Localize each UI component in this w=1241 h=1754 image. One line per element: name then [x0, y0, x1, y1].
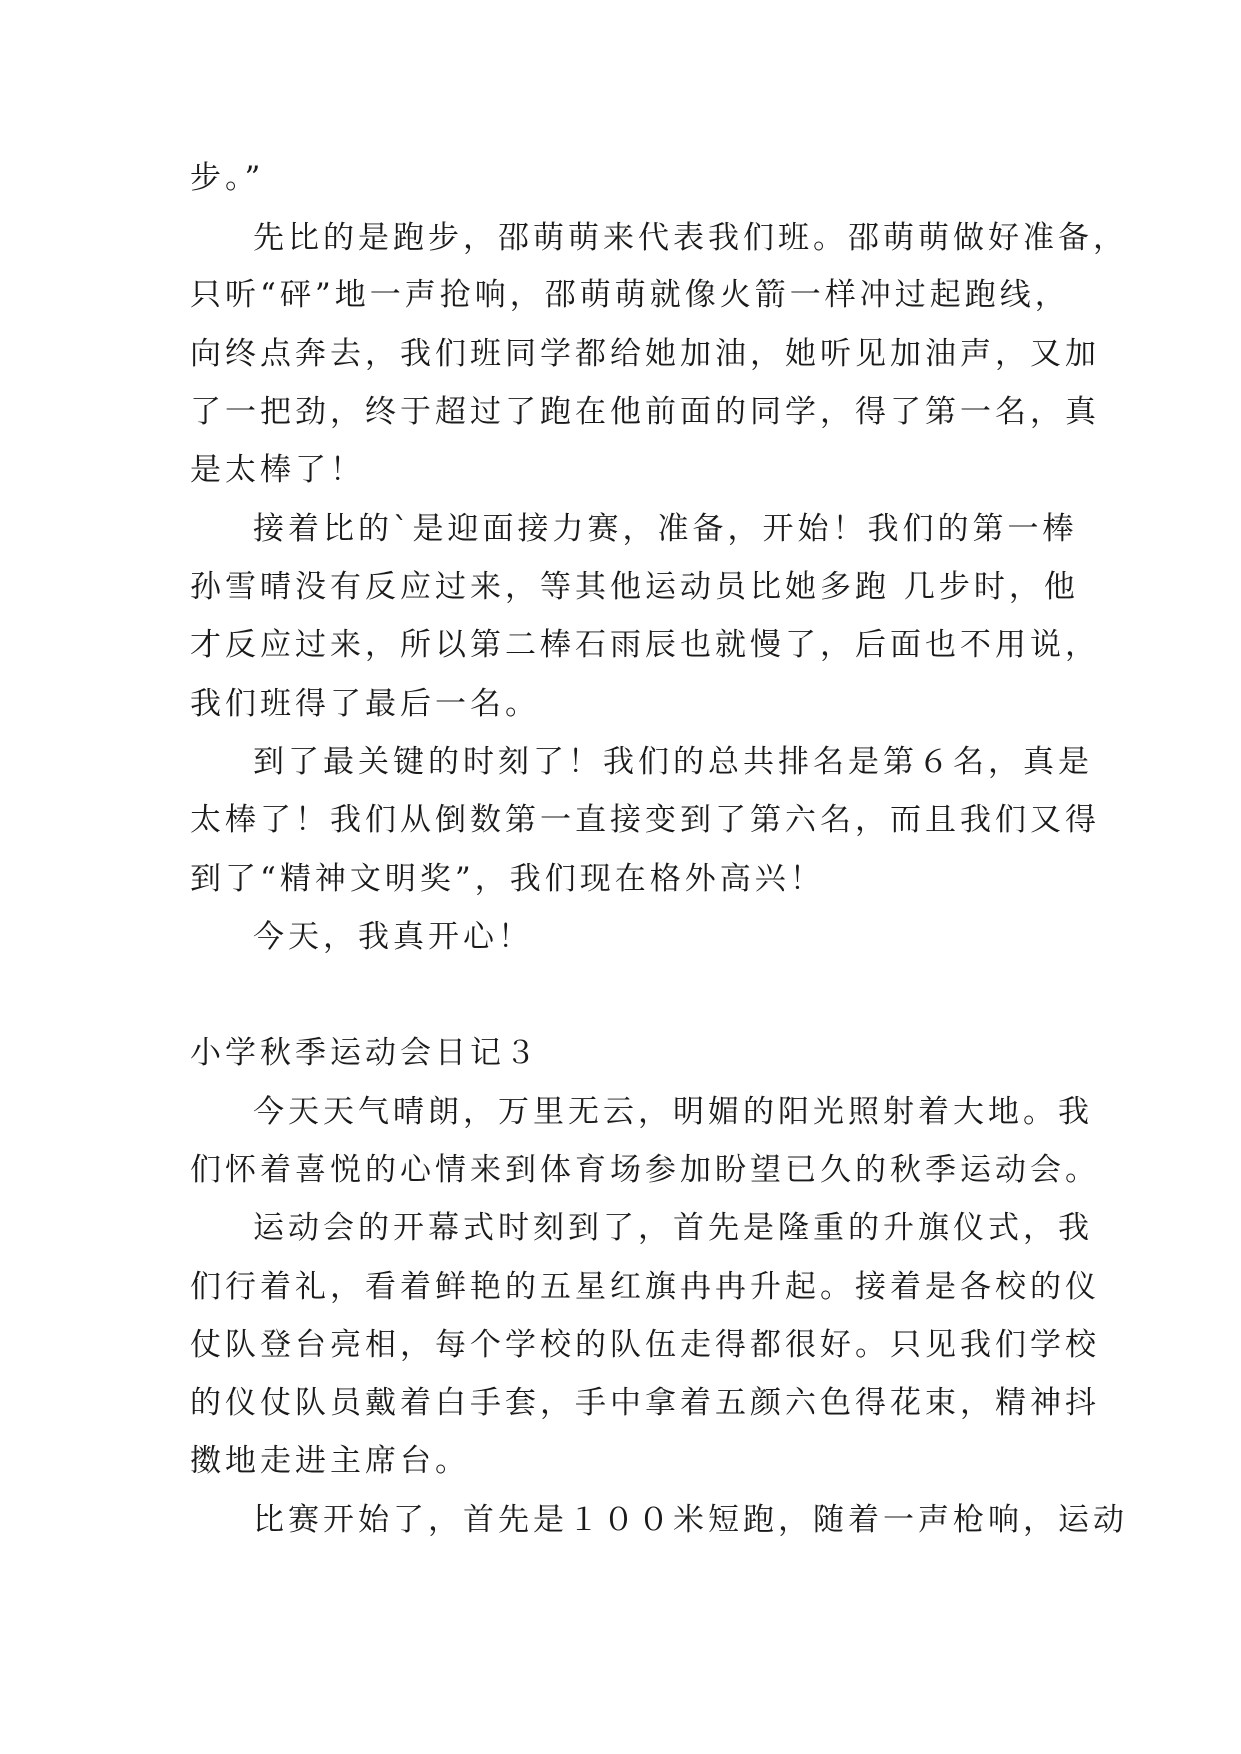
text-line: 只听“砰”地一声抢响，邵萌萌就像火箭一样冲过起跑线， [190, 277, 1070, 313]
paragraph-line: 到了最关键的时刻了！我们的总共排名是第６名，真是 [253, 744, 1093, 780]
text-line: 了一把劲，终于超过了跑在他前面的同学，得了第一名，真 [190, 394, 1100, 430]
text-line: 仗队登台亮相，每个学校的队伍走得都很好。只见我们学校 [190, 1327, 1100, 1363]
text-line: 我们班得了最后一名。 [190, 686, 540, 722]
text-line: 向终点奔去，我们班同学都给她加油，她听见加油声，又加 [190, 336, 1100, 372]
text-line: 步。” [190, 160, 265, 196]
paragraph-line: 运动会的开幕式时刻到了，首先是隆重的升旗仪式，我 [253, 1210, 1093, 1246]
text-line: 孙雪晴没有反应过来，等其他运动员比她多跑 几步时，他 [190, 569, 1079, 605]
text-line: 才反应过来，所以第二棒石雨辰也就慢了，后面也不用说， [190, 627, 1100, 663]
text-line: 的仪仗队员戴着白手套，手中拿着五颜六色得花束，精神抖 [190, 1385, 1100, 1421]
section-title: 小学秋季运动会日记３ [190, 1035, 540, 1071]
paragraph-line: 接着比的`是迎面接力赛，准备，开始！我们的第一棒 [253, 511, 1078, 547]
text-line: 擞地走进主席台。 [190, 1443, 470, 1479]
paragraph-line: 比赛开始了，首先是１００米短跑，随着一声枪响，运动 [253, 1502, 1128, 1538]
paragraph-line: 今天天气晴朗，万里无云，明媚的阳光照射着大地。我 [253, 1094, 1093, 1130]
text-line: 们行着礼，看着鲜艳的五星红旗冉冉升起。接着是各校的仪 [190, 1269, 1100, 1305]
text-line: 到了“精神文明奖”，我们现在格外高兴！ [190, 861, 825, 897]
paragraph-line: 先比的是跑步，邵萌萌来代表我们班。邵萌萌做好准备， [253, 220, 1128, 256]
text-line: 们怀着喜悦的心情来到体育场参加盼望已久的秋季运动会。 [190, 1152, 1100, 1188]
text-line: 太棒了！我们从倒数第一直接变到了第六名，而且我们又得 [190, 802, 1100, 838]
paragraph-line: 今天，我真开心！ [253, 919, 533, 955]
text-line: 是太棒了！ [190, 452, 365, 488]
